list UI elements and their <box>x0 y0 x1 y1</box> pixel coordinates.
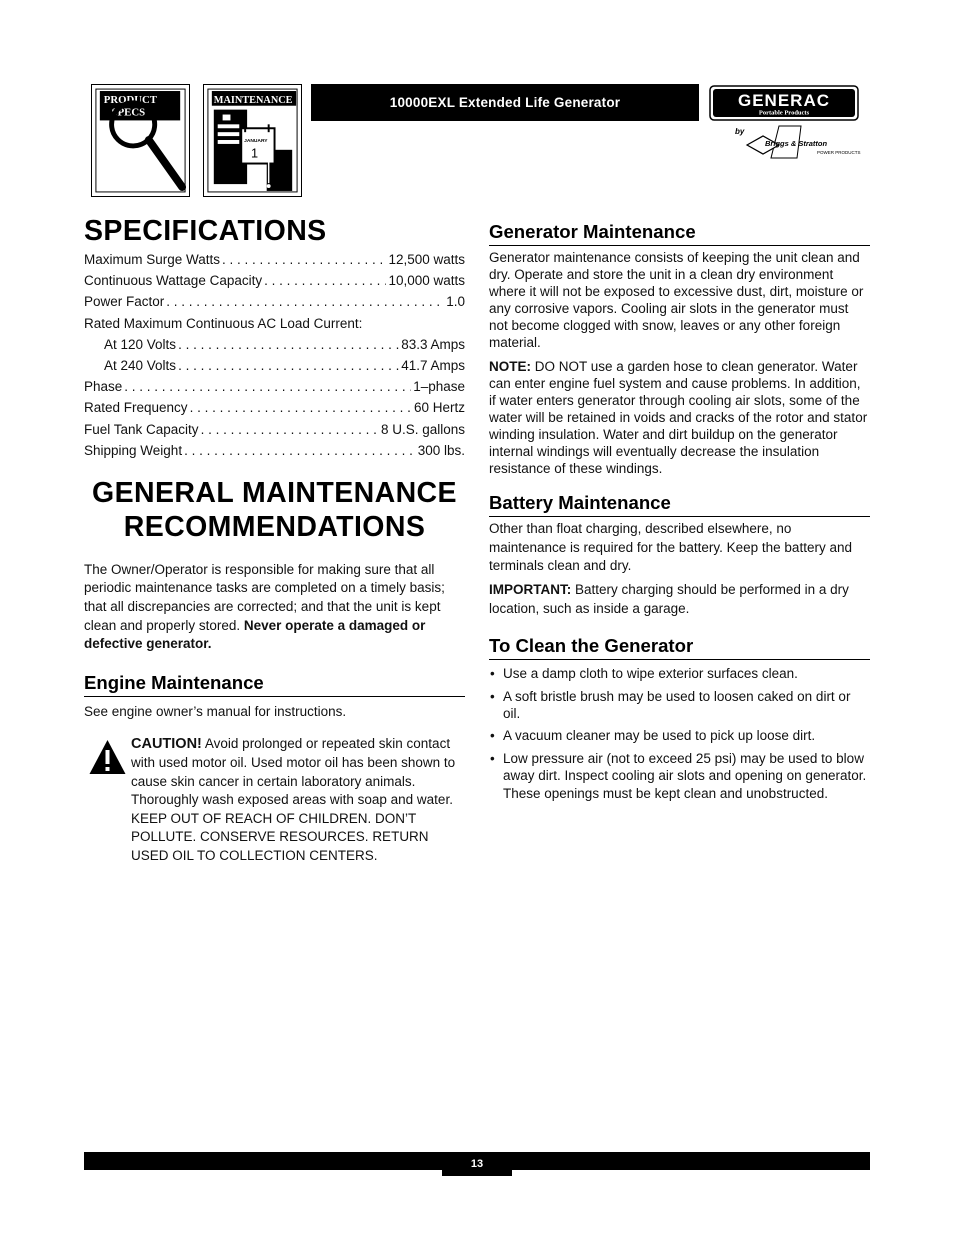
spec-value: 10,000 watts <box>388 273 465 289</box>
list-item <box>489 750 870 802</box>
dot-leader <box>178 355 399 376</box>
right-column <box>489 220 870 807</box>
dot-leader <box>124 376 411 397</box>
spec-list <box>84 249 465 461</box>
dot-leader <box>184 440 416 461</box>
spec-label: At 120 Volts <box>104 336 177 352</box>
spec-value: 12,500 watts <box>388 252 465 267</box>
caution-label: CAUTION! <box>131 736 202 753</box>
warning-triangle-icon <box>84 739 131 775</box>
spec-row <box>84 291 465 312</box>
partner-name: Briggs & Stratton <box>765 139 828 148</box>
partner-sub: POWER PRODUCTS <box>817 150 861 155</box>
clean-list <box>489 665 870 802</box>
calendar-day: 1 <box>251 145 259 161</box>
note-text: DO NOT use a garden hose to clean generator. Water can enter engine fuel system and cause problems. In addition, if water enters generator through cooling air slots, some of the water will be retained in voids and cracks of the rotor and stator winding insulation. Water and dirt buildup on the generator internal windings will eventually decrease the insulation resistance of these windings. <box>489 358 868 477</box>
spec-value: 1.0 <box>446 294 465 310</box>
list-item-text: A soft bristle brush may be used to loosen caked on dirt or oil. <box>503 688 851 721</box>
spec-value: 300 lbs. <box>417 442 465 458</box>
spec-label: Rated Maximum Continuous AC Load Current: <box>84 315 363 331</box>
engine-text: See engine owner’s manual for instructions. <box>84 703 347 719</box>
specs-icon-label-2: SPECS <box>111 106 146 119</box>
important-label: IMPORTANT: <box>489 582 572 597</box>
spec-value: 1–phase <box>413 379 465 395</box>
spec-label: Maximum Surge Watts <box>84 252 221 267</box>
brand-name: GENERAC <box>737 91 831 110</box>
spec-label: Rated Frequency <box>84 400 188 416</box>
generator-text: Generator maintenance consists of keeping the unit clean and dry. Operate and store the unit in a clean dry environment where it will not be exposed to excessive dust, dirt, moisture or any corrosive vapors. Cooling air slots in the generator must not become clogged with snow, leaves or any other foreign material. <box>489 250 864 351</box>
spec-value: 41.7 Amps <box>401 357 465 373</box>
generator-note <box>489 358 870 478</box>
general-heading-line-1: GENERAL MAINTENANCE <box>92 476 457 509</box>
general-intro-text: The Owner/Operator is responsible for making sure that all periodic maintenance tasks are completed on a timely basis; that all discrepancies are corrected; and that the unit is kept clean and properly stored. <box>84 561 445 633</box>
spec-row <box>84 419 465 440</box>
dot-leader <box>264 270 386 291</box>
spec-value: 83.3 Amps <box>401 336 465 352</box>
product-specs-icon <box>91 84 190 197</box>
spec-label: Power Factor <box>84 294 165 310</box>
spec-label: Fuel Tank Capacity <box>84 421 199 437</box>
generator-maintenance-heading: Generator Maintenance <box>489 220 870 246</box>
spec-row <box>84 334 465 355</box>
caution-block <box>84 735 465 865</box>
spec-label: Shipping Weight <box>84 442 183 458</box>
general-intro-warning: Never operate a damaged or defective generator. <box>84 617 426 652</box>
spec-value: 60 Hertz <box>413 400 465 416</box>
generac-logo <box>709 85 859 121</box>
brand-sub: Portable Products <box>758 109 810 117</box>
spec-label: Phase <box>84 379 123 395</box>
spec-row <box>84 313 465 334</box>
specifications-heading: SPECIFICATIONS <box>84 215 327 247</box>
spec-row <box>84 376 465 397</box>
document-title: 10000EXL Extended Life Generator <box>311 84 699 121</box>
clean-generator-heading: To Clean the Generator <box>489 634 870 660</box>
maint-icon-label: MAINTENANCE <box>213 94 293 106</box>
maintenance-icon <box>203 84 302 197</box>
general-intro <box>84 561 465 654</box>
engine-maintenance-heading: Engine Maintenance <box>84 671 465 697</box>
caution-text <box>131 735 465 865</box>
bullet-icon: • <box>490 728 495 744</box>
dot-leader <box>166 291 444 312</box>
briggs-stratton-logo <box>735 124 865 160</box>
bullet-icon: • <box>490 750 495 766</box>
battery-maintenance-heading: Battery Maintenance <box>489 491 870 517</box>
dot-leader <box>190 397 412 418</box>
dot-leader <box>178 334 399 355</box>
general-heading-line-2: RECOMMENDATIONS <box>123 510 426 543</box>
left-column <box>84 214 465 866</box>
list-item <box>489 727 870 744</box>
note-label: NOTE: <box>489 358 531 374</box>
bullet-icon: • <box>490 688 495 704</box>
spec-label: At 240 Volts <box>104 357 177 373</box>
important-text: Battery charging should be performed in a dry location, such as inside a garage. <box>489 582 849 616</box>
battery-important <box>489 581 870 618</box>
spec-row <box>84 440 465 461</box>
list-item <box>489 665 870 682</box>
specs-icon-label-1: PRODUCT <box>103 93 157 106</box>
caution-body: Avoid prolonged or repeated skin contact with used motor oil. Used motor oil has been shown to cause skin cancer in certain laboratory animals. Thoroughly wash exposed areas with soap and water. <box>131 736 456 808</box>
spec-row <box>84 355 465 376</box>
spec-value: 8 U.S. gallons <box>380 421 465 437</box>
spec-label: Continuous Wattage Capacity <box>84 273 263 289</box>
dot-leader <box>201 419 379 440</box>
calendar-month: JANUARY <box>244 138 268 144</box>
list-item-text: Low pressure air (not to exceed 25 psi) may be used to blow away dirt. Inspect cooling air slots and opening on generator. These openings must be kept clean and unobstructed. <box>503 750 867 801</box>
spec-row <box>84 397 465 418</box>
spec-row <box>84 270 465 291</box>
caution-caps: KEEP OUT OF REACH OF CHILDREN. DON’T POLLUTE. CONSERVE RESOURCES. RETURN USED OIL TO COLLECTION CENTERS. <box>131 810 429 863</box>
spec-row <box>84 249 465 270</box>
bullet-icon: • <box>490 666 495 682</box>
page-number: 13 <box>442 1152 512 1176</box>
dot-leader <box>222 249 386 270</box>
list-item-text: A vacuum cleaner may be used to pick up loose dirt. <box>503 728 816 744</box>
general-maintenance-heading <box>84 476 465 544</box>
by-label: by <box>735 127 745 136</box>
list-item-text: Use a damp cloth to wipe exterior surfaces clean. <box>503 666 798 682</box>
list-item <box>489 688 870 723</box>
battery-text: Other than float charging, described elsewhere, no maintenance is required for the battery. Keep the battery and terminals clean and dry. <box>489 521 852 574</box>
